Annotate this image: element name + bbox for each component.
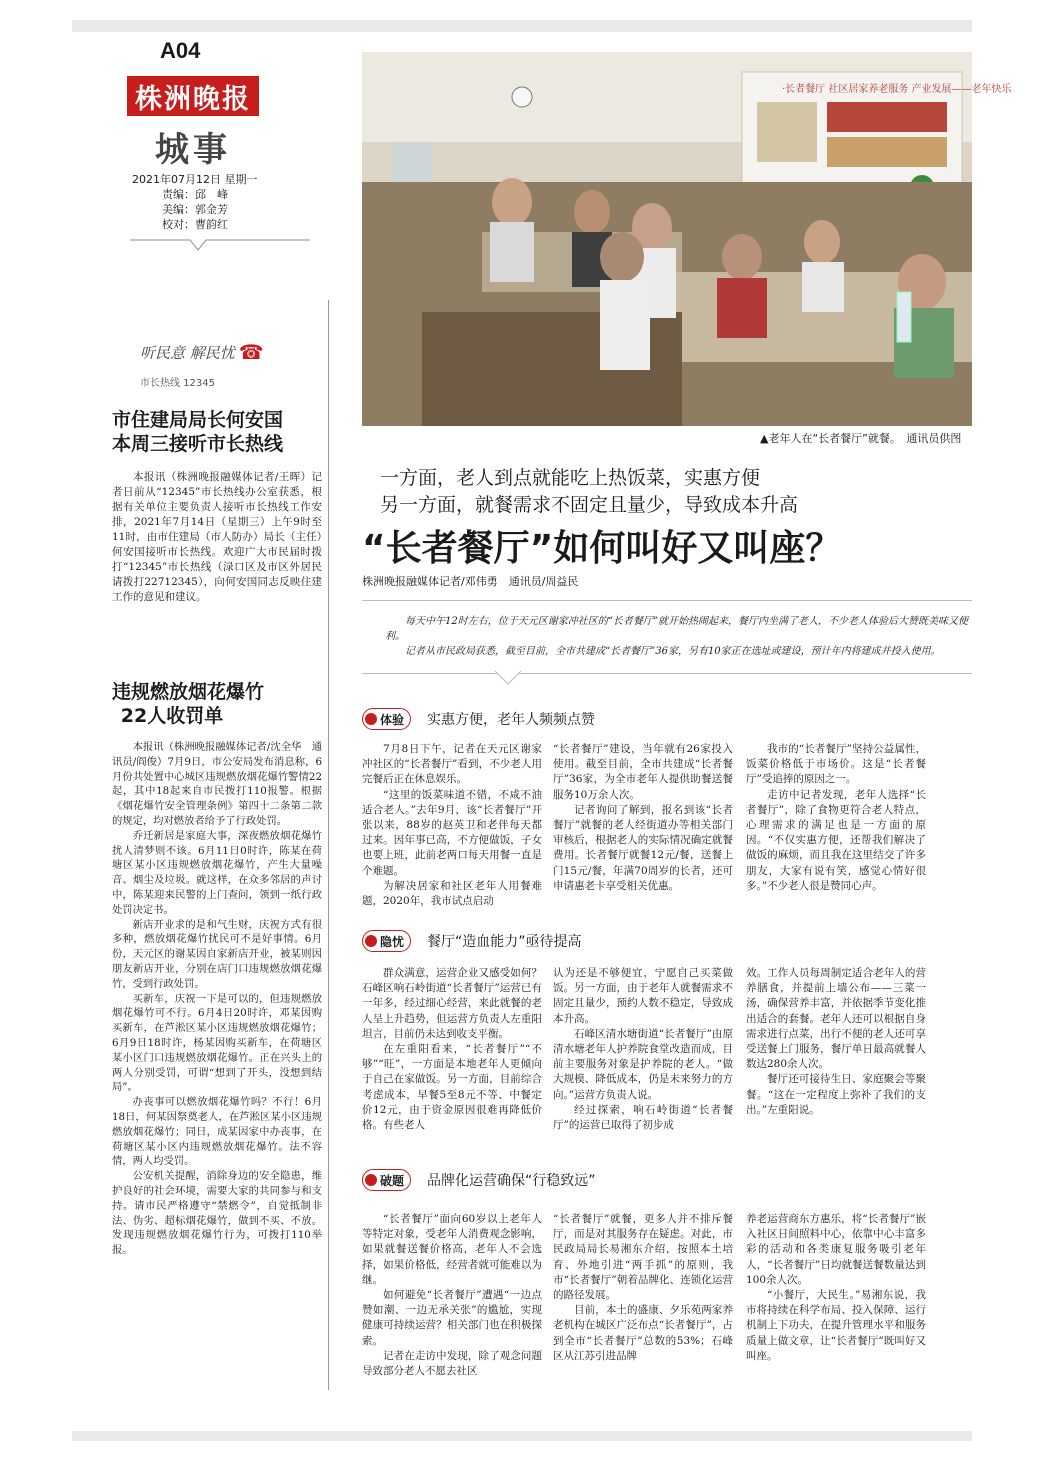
paragraph: 经过探索，响石岭街道“长者餐厅”的运营已取得了初步成 (553, 1103, 733, 1132)
photo-banner-text: ·长者餐厅 社区居家养老服务 产业发展——老年快乐 (782, 84, 1012, 95)
paragraph: “小餐厅，大民生。”易湘东说，我市将持续在科学布局、投入保障、运行机制上下功夫，在提升管理水平和服务质量上做文章，让“长者餐厅”既叫好又叫座。 (746, 1289, 926, 1362)
story2-paragraph: 办丧事可以燃放烟花爆竹吗？不行！6月18日，何某因祭奠老人，在芦淞区某小区违规燃放烟花爆竹；同日，成某因家中办丧事，在荷塘区某小区内违规燃放烟花爆竹。法不容情，两人均受罚。 (112, 1096, 322, 1168)
story2-body (112, 740, 322, 1258)
story1-title-line2: 本周三接听市长热线 (112, 433, 284, 455)
paragraph: 餐厅还可接待生日、家庭聚会等聚餐。“这在一定程度上弥补了我们的支出。”左重阳说。 (746, 1073, 926, 1116)
tag-label: 体验 (380, 712, 405, 727)
story2-paragraph: 新店开业求的是和气生财，庆祝方式有很多种，燃放烟花爆竹扰民可不是好事情。6月份，天元区的谢某因自家新店开业，被某则因朋友新店开业，分别在店门口违规燃放烟花爆竹，受到行政处罚。 (112, 918, 322, 990)
section1-col3 (746, 742, 926, 894)
tag-dot-icon (365, 713, 377, 725)
story1-paragraph: 本报讯（株洲晚报融媒体记者/王晖）记者日前从“12345”市长热线办公室获悉，根据有关单位主要负责人接听市长热线工作安排，2021年7月14日（星期三）上午9时至11时，由市住建局（市人防办）局长（主任）何安国接听市长热线。欢迎广大市民届时拨打“12345”市长热线（渌口区及市区外居民请拨打22712345），向何安国同志反映住建工作的意见和建议。 (112, 471, 322, 603)
story2-title-line1: 违规燃放烟花爆竹 (112, 681, 265, 703)
paragraph: “长者餐厅”就餐，更多人并不排斥餐厅，而是对其服务存在疑虑。对此，市民政局局长易湘东介绍，按照本土培育、外地引进“两手抓”的原则，我市“长者餐厅”朝着品牌化、连锁化运营的路径发展。 (553, 1213, 733, 1302)
paragraph: 效。工作人员每周制定适合老年人的营养膳食，并提前上墙公布——三菜一汤，确保营养丰富，并依据季节变化推出适合的套餐。老年人还可以根据自身需求进行点菜，出行不便的老人还可享受送餐上门服务，餐厅单日最高就餐人数达280余人次。 (746, 967, 926, 1071)
paragraph: 认为还是不够便宜，宁愿自己买菜做饭。另一方面，由于老年人就餐需求不固定且量少，预约人数不稳定，导致成本升高。 (553, 967, 733, 1025)
section3-col2 (553, 1212, 733, 1364)
meta-designer: 美编：郭金芳 (162, 203, 228, 216)
section2-col2 (553, 966, 733, 1133)
section-tag (362, 1169, 411, 1191)
tag-dot-icon (365, 1174, 377, 1186)
hotline-logo-text: 听民意 解民忧 (140, 343, 235, 362)
meta-editor: 责编：邱 峰 (162, 188, 228, 201)
section-subtitle: 品牌化运营确保“行稳致远” (427, 1173, 596, 1189)
story1-body (112, 470, 322, 605)
paragraph: 记者询问了解到，报名到该“长者餐厅”就餐的老人经街道办等相关部门审核后，根据老人的实际情况确定就餐费用。长者餐厅就餐12元/餐，送餐上门15元/餐，年满70周岁的长者，还可申请惠老卡享受相关优惠。 (553, 803, 733, 892)
section3-col1 (362, 1212, 542, 1379)
masthead: 株洲晚报 (127, 76, 259, 116)
lead-paragraphs (385, 614, 975, 659)
story2-paragraph: 乔迁新居是家庭大事，深夜燃放烟花爆竹扰人清梦则不该。6月11日0时许，陈某在荷塘区某小区违规燃放烟花爆竹，产生大量噪音、烟尘及垃圾。就这样，在众多邻居的声讨中，陈某迎来民警的上门查问，领到一纸行政处罚决定书。 (112, 829, 322, 916)
section-concern-heading (362, 930, 582, 952)
top-rule (72, 20, 972, 32)
lead-paragraph: 每天中午12时左右，位于天元区谢家冲社区的“长者餐厅”就开始热闹起来，餐厅内坐满了老人，不少老人体验后大赞既美味又便利。 (385, 616, 968, 642)
page-number: A04 (160, 38, 201, 63)
section1-col2 (553, 742, 733, 894)
section2-col1 (362, 966, 542, 1133)
story2-title (112, 680, 322, 728)
section-subtitle: 餐厅“造血能力”亟待提高 (427, 934, 582, 950)
section-experience-heading (362, 708, 595, 730)
kicker-line-1: 一方面，老人到点就能吃上热饭菜，实惠方便 (380, 467, 761, 489)
paragraph: 如何避免“长者餐厅”遭遇“一边点赞如潮、一边无承关张”的尴尬，实现健康可持续运营？相关部门也在积极探索。 (362, 1289, 542, 1347)
meta-date: 2021年07月12日 星期一 (132, 173, 258, 186)
dining-scene-illustration (362, 52, 1012, 426)
paragraph: 目前，本土的盛康、夕乐苑两家养老机构在城区广泛布点“长者餐厅”，占到全市“长者餐厅”总数的53%；石峰区从江苏引进品牌 (553, 1304, 733, 1362)
story1-title (112, 408, 322, 456)
paragraph: “这里的饭菜味道不错，不咸不油适合老人。”去年9月，该“长者餐厅”开张以来，88岁的赵英卫和老伴每天都过来。因年事已高，不方便做饭，子女也要上班，此前老两口每天用餐一直是个难题。 (362, 788, 542, 877)
section1-col1 (362, 742, 542, 909)
section3-col3 (746, 1212, 926, 1364)
meta-proof: 校对：曹韵红 (162, 218, 228, 231)
tag-dot-icon (365, 935, 377, 947)
paragraph: “长者餐厅”面向60岁以上老年人等特定对象，受老年人消费观念影响，如果就餐送餐价格高，老年人不会选择，如果价格低，经营者就可能难以为继。 (362, 1213, 542, 1286)
section-title: 城事 (155, 130, 231, 170)
paragraph: 养老运营商东方惠乐，将“长者餐厅”嵌入社区日间照料中心，依靠中心丰富多彩的活动和各类康复服务吸引老年人，“长者餐厅”日均就餐送餐数量达到100余人次。 (746, 1213, 926, 1286)
paragraph: 为解决居家和社区老年人用餐难题，2020年，我市试点启动 (362, 879, 542, 908)
dining-photo (362, 52, 1012, 426)
section-subtitle: 实惠方便，老年人频频点赞 (427, 712, 596, 728)
story1-title-line1: 市住建局局长何安国 (112, 409, 284, 431)
paragraph: 7月8日下午，记者在天元区谢家冲社区的“长者餐厅”看到，不少老人用完餐后正在休息娱乐。 (362, 743, 542, 786)
paragraph: 在左重阳看来，“长者餐厅”“不够”“旺”，一方面是本地老年人更倾向于自己在家做饭。另一方面，目前综合考虑成本，早餐5至8元不等、中餐定价12元，由于资金原因很难再降低价格。有些老人 (362, 1043, 542, 1132)
page-meta (132, 172, 258, 232)
paragraph: 走访中记者发现，老年人选择“长者餐厅”，除了食物更符合老人特点，心理需求的满足也是一方面的原因。“不仅实惠方便，还帮我们解决了做饭的麻烦，而且我在这里结交了许多朋友，大家有说有笑，感觉心情好很多。”不少老人很是赞同心声。 (746, 788, 926, 892)
section2-col3 (746, 966, 926, 1118)
paragraph: 记者在走访中发现，除了观念问题导致部分老人不愿去社区 (362, 1349, 542, 1378)
hotline-number: 市长热线 12345 (140, 378, 215, 389)
story2-title-line2: 22人收罚单 (120, 705, 224, 727)
headline: “长者餐厅”如何叫好又叫座？ (362, 528, 842, 569)
section-tag (362, 708, 411, 730)
story2-paragraph: 买新车，庆祝一下是可以的，但违规燃放烟花爆竹可不行。6月4日20时许，邓某因购买新车，在芦淞区某小区违规燃放烟花爆竹；6月9日18时许，杨某因购买新车，在荷塘区某小区门口违规燃放烟花爆竹。正在兴头上的两人分别受罚，可谓“想到了开头，没想到结局”。 (112, 992, 322, 1094)
kicker-line-2: 另一方面，就餐需求不固定且量少，导致成本升高 (380, 494, 799, 516)
section-solution-heading (362, 1169, 596, 1191)
paragraph: “长者餐厅”建设，当年就有26家投入使用。截至目前，全市共建成“长者餐厅”36家，为全市老年人提供助餐送餐服务10万余人次。 (553, 743, 733, 801)
paragraph: 石峰区清水塘街道“长者餐厅”由原清水塘老年人护养院食堂改造而成，目前主要服务对象是护养院的老人。“做大规模、降低成本，仍是未来努力的方向。”运营方负责人说。 (553, 1027, 733, 1101)
story2-paragraph: 公安机关提醒，消除身边的安全隐患，维护良好的社会环境，需要大家的共同参与和支持。请市民严格遵守“禁燃令”，自觉抵制非法、伪劣、超标烟花爆竹，做到不买、不放。发现违规燃放烟花爆竹行为，可拨打110举报。 (112, 1170, 322, 1257)
tag-label: 破题 (380, 1173, 405, 1188)
lead-paragraph: 记者从市民政局获悉，截至目前，全市共建成“长者餐厅”36家，另有10家正在选址或建设，预计年内将建成并投入使用。 (405, 646, 941, 657)
photo-caption: ▲老年人在“长者餐厅”就餐。 通讯员供图 (760, 432, 962, 445)
lead-notch (495, 671, 521, 685)
section-tag (362, 930, 411, 952)
column-divider (328, 300, 329, 1390)
meta-divider (130, 238, 310, 252)
bottom-rule (72, 1431, 972, 1441)
phone-icon: ☎ (238, 340, 264, 364)
paragraph: 群众满意，运营企业又感受如何？石峰区响石岭街道“长者餐厅”运营已有一年多，经过细心经营，来此就餐的老人呈上升趋势，但运营方负责人左重阳坦言，目前仍未达到收支平衡。 (362, 967, 542, 1040)
story2-paragraph: 本报讯（株洲晚报融媒体记者/沈全华 通讯员/阎俊）7月9日，市公安局发布消息称，6月份共处置中心城区违规燃放烟花爆竹警情22起，其中18起来自市民拨打110报警。根据《烟花爆竹安全管理条例》第四十二条第二款的规定，均对燃放者给予了行政处罚。 (112, 741, 322, 827)
paragraph: 我市的“长者餐厅”坚持公益属性，饭菜价格低于市场价。这是“长者餐厅”受追捧的原因之一。 (746, 743, 926, 786)
byline: 株洲晚报融媒体记者/邓伟勇 通讯员/周益民 (362, 575, 579, 588)
tag-label: 隐忧 (380, 934, 405, 949)
